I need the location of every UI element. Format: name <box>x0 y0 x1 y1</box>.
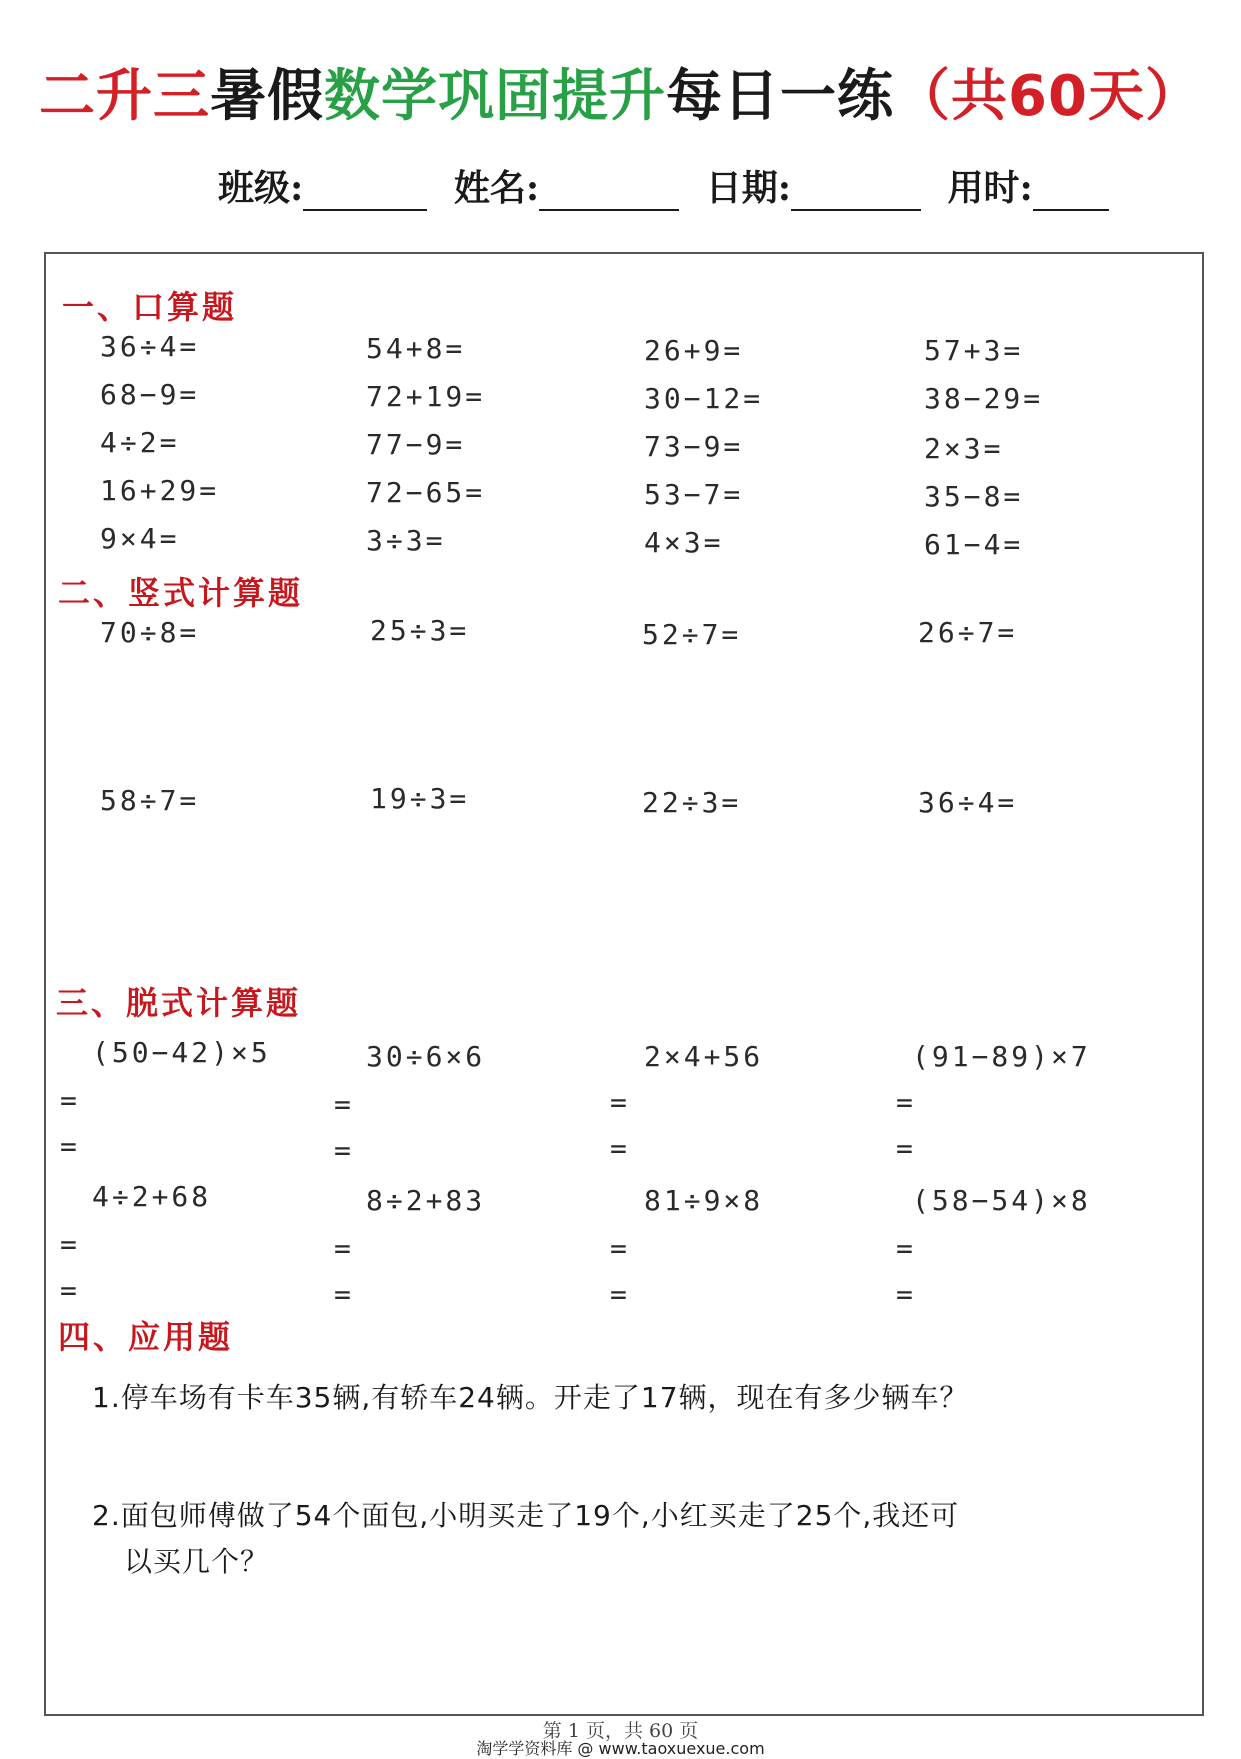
mental-item: 30−12= <box>644 382 764 415</box>
title-part-3: 数学巩固提升 <box>324 64 667 129</box>
title-part-5: （共60天） <box>894 64 1202 129</box>
equals-sign: = <box>896 1232 913 1265</box>
mental-item: 72−65= <box>366 476 486 509</box>
vertical-calc-item: 58÷7= <box>100 784 200 817</box>
equals-sign: = <box>610 1132 627 1165</box>
vertical-calc-item: 52÷7= <box>642 618 742 651</box>
title-part-1: 二升三 <box>39 64 211 129</box>
worksheet-title <box>0 52 1241 132</box>
equals-sign: = <box>334 1134 351 1167</box>
equals-sign: = <box>60 1228 77 1261</box>
mental-item: 53−7= <box>644 478 744 511</box>
mental-item: 68−9= <box>100 378 200 411</box>
vertical-calc-item: 70÷8= <box>100 616 200 649</box>
equals-sign: = <box>60 1274 77 1307</box>
equals-sign: = <box>896 1086 913 1119</box>
mental-item: 35−8= <box>924 480 1024 513</box>
section-4-heading: 四、应用题 <box>58 1318 234 1356</box>
mental-item: 54+8= <box>366 332 466 365</box>
date-field[interactable] <box>791 175 921 211</box>
student-info-line <box>218 160 1123 211</box>
vertical-calc-item: 25÷3= <box>370 614 470 647</box>
class-field[interactable] <box>303 175 427 211</box>
step-calc-expression: (91−89)×7 <box>912 1040 1091 1073</box>
title-part-2: 暑假 <box>210 64 325 129</box>
equals-sign: = <box>334 1232 351 1265</box>
section-1-heading: 一、口算题 <box>62 288 238 326</box>
step-calc-expression: 30÷6×6 <box>366 1040 486 1073</box>
mental-item: 36÷4= <box>100 330 200 363</box>
step-calc-expression: (50−42)×5 <box>92 1036 271 1069</box>
mental-item: 57+3= <box>924 334 1024 367</box>
equals-sign: = <box>896 1132 913 1165</box>
section-2-heading: 二、竖式计算题 <box>58 574 304 612</box>
equals-sign: = <box>610 1086 627 1119</box>
time-field[interactable] <box>1033 175 1109 211</box>
equals-sign: = <box>334 1278 351 1311</box>
equals-sign: = <box>896 1278 913 1311</box>
equals-sign: = <box>60 1130 77 1163</box>
name-field[interactable] <box>539 175 679 211</box>
equals-sign: = <box>334 1088 351 1121</box>
mental-item: 73−9= <box>644 430 744 463</box>
vertical-calc-item: 36÷4= <box>918 786 1018 819</box>
time-label: 用时: <box>947 167 1033 209</box>
equals-sign: = <box>60 1084 77 1117</box>
step-calc-expression: 81÷9×8 <box>644 1184 764 1217</box>
mental-item: 26+9= <box>644 334 744 367</box>
vertical-calc-item: 26÷7= <box>918 616 1018 649</box>
mental-item: 4÷2= <box>100 426 180 459</box>
section-3-heading: 三、脱式计算题 <box>56 984 302 1022</box>
name-label: 姓名: <box>453 167 540 209</box>
class-label: 班级: <box>218 167 304 209</box>
date-label: 日期: <box>705 167 791 209</box>
vertical-calc-item: 19÷3= <box>370 782 470 815</box>
title-part-4: 每日一练 <box>666 64 895 129</box>
step-calc-expression: 2×4+56 <box>644 1040 764 1073</box>
step-calc-expression: (58−54)×8 <box>912 1184 1091 1217</box>
step-calc-expression: 8÷2+83 <box>366 1184 486 1217</box>
step-calc-expression: 4÷2+68 <box>92 1180 212 1213</box>
mental-item: 38−29= <box>924 382 1044 415</box>
mental-item: 3÷3= <box>366 524 446 557</box>
vertical-calc-item: 22÷3= <box>642 786 742 819</box>
mental-item: 9×4= <box>100 522 180 555</box>
mental-item: 2×3= <box>924 432 1004 465</box>
mental-item: 4×3= <box>644 526 724 559</box>
equals-sign: = <box>610 1278 627 1311</box>
equals-sign: = <box>610 1232 627 1265</box>
mental-item: 61−4= <box>924 528 1024 561</box>
mental-item: 77−9= <box>366 428 466 461</box>
mental-item: 16+29= <box>100 474 220 507</box>
page-number: 第 1 页，共 60 页 <box>542 1720 699 1742</box>
word-problem-1: 1.停车场有卡车35辆,有轿车24辆。开走了17辆，现在有多少辆车？ <box>92 1381 969 1414</box>
word-problem-2-line-2: 以买几个？ <box>124 1545 270 1578</box>
word-problem-2-line-1: 2.面包师傅做了54个面包,小明买走了19个,小红买走了25个,我还可 <box>92 1499 960 1532</box>
mental-item: 72+19= <box>366 380 486 413</box>
watermark-text: 淘学学资料库 @ www.taoxuexue.com <box>476 1739 765 1758</box>
